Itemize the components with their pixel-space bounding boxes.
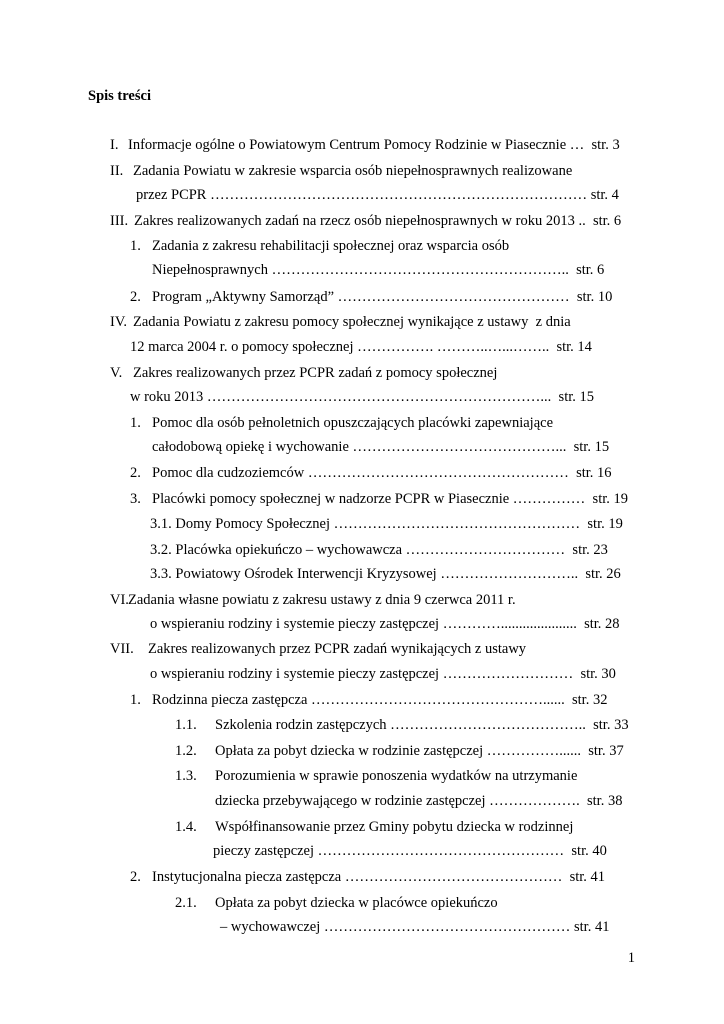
toc-entry-number: VII. [110,641,134,657]
toc-entry-text: Zadania Powiatu w zakresie wsparcia osób niepełnosprawnych realizowane [133,163,573,179]
toc-entry-number: 1. [130,415,141,431]
toc-entry-number: 2.1. [175,895,197,911]
toc-entry-text: Zadania Powiatu z zakresu pomocy społecznej wynikające z ustawy z dnia [133,314,571,330]
toc-entry-number: 1.1. [175,717,197,733]
toc-entry-number: 2. [130,465,141,481]
toc-entry-text: Współfinansowanie przez Gminy pobytu dziecka w rodzinnej [215,819,574,835]
toc-entry-number: V. [110,365,123,381]
toc-entry-number: I. [110,137,119,153]
toc-entry-text: w roku 2013 ……………………………………………………………... str. 15 [130,389,594,405]
toc-entry-number: IV. [110,314,128,330]
toc-entry-text: Porozumienia w sprawie ponoszenia wydatków na utrzymanie [215,768,578,784]
toc-entry-number: 1.3. [175,768,197,784]
toc-entry-text: Zadania z zakresu rehabilitacji społecznej oraz wsparcia osób [152,238,510,254]
toc-entry-text: 3.1. Domy Pomocy Społecznej …………………………………………… str. 19 [150,516,623,532]
toc-entry-text: 3.3. Powiatowy Ośrodek Interwencji Kryzysowej ……………………….. str. 26 [150,566,621,582]
toc-entry-text: Niepełnosprawnych …………………………………………………….. str. 6 [152,262,605,278]
toc-entry-text: 12 marca 2004 r. o pomocy społecznej ……………. ………..…...…….. str. 14 [130,339,592,355]
toc-entry-text: Informacje ogólne o Powiatowym Centrum Pomocy Rodzinie w Piasecznie … str. 3 [128,137,620,153]
toc-entry-number: 2. [130,289,141,305]
toc-entry-text: 3.2. Placówka opiekuńczo – wychowawcza …………………………… str. 23 [150,542,608,558]
toc-entry-text: przez PCPR …………………………………………………………………… str. 4 [136,187,619,203]
toc-entry-number: 1. [130,692,141,708]
toc-entry-text: Pomoc dla cudzoziemców ……………………………………………… str. 16 [152,465,612,481]
toc-entry-text: Opłata za pobyt dziecka w rodzinie zastępczej ……………...... str. 37 [215,743,624,759]
page-number: 1 [627,950,635,966]
toc-entry-text: pieczy zastępczej …………………………………………… str. 40 [213,843,607,859]
toc-entry-text: Rodzinna piecza zastępcza …………………………………………...... str. 32 [152,692,608,708]
toc-entry-text: Zakres realizowanych przez PCPR zadań z pomocy społecznej [133,365,498,381]
toc-entry-number: VI. [110,592,129,608]
toc-entry-text: Zakres realizowanych przez PCPR zadań wynikających z ustawy [148,641,527,657]
toc-entry-number: 3. [130,491,141,507]
toc-entry-text: Szkolenia rodzin zastępczych ………………………………….. str. 33 [215,717,629,733]
toc-entry-number: 1. [130,238,141,254]
toc-entry-text: Program „Aktywny Samorząd” ………………………………………… str. 10 [152,289,613,305]
toc-entry-text: całodobową opiekę i wychowanie ……………………………………... str. 15 [152,439,610,455]
page-title: Spis treści [88,88,151,104]
toc-entry-text: Zakres realizowanych zadań na rzecz osób niepełnosprawnych w roku 2013 .. str. 6 [134,213,622,229]
toc-entry-text: Pomoc dla osób pełnoletnich opuszczających placówki zapewniające [152,415,554,431]
toc-entry-text: o wspieraniu rodziny i systemie pieczy zastępczej ……………………… str. 30 [150,666,616,682]
toc-entry-number: 1.2. [175,743,197,759]
toc-entry-text: Zadania własne powiatu z zakresu ustawy z dnia 9 czerwca 2011 r. [128,592,516,608]
toc-entry-text: Instytucjonalna piecza zastępcza ……………………………………… str. 41 [152,869,606,885]
toc-entry-number: III. [110,213,129,229]
toc-entry-text: – wychowawczej …………………………………………… str. 41 [220,919,610,935]
toc-entry-text: dziecka przebywającego w rodzinie zastępczej ………………. str. 38 [215,793,623,809]
toc-entry-number: 1.4. [175,819,197,835]
toc-entry-number: II. [110,163,124,179]
toc-entry-text: Opłata za pobyt dziecka w placówce opiekuńczo [215,895,498,911]
toc-entry-text: Placówki pomocy społecznej w nadzorze PCPR w Piasecznie …………… str. 19 [152,491,629,507]
toc-entry-number: 2. [130,869,141,885]
toc-entry-text: o wspieraniu rodziny i systemie pieczy zastępczej …………..................... str. 28 [150,616,620,632]
